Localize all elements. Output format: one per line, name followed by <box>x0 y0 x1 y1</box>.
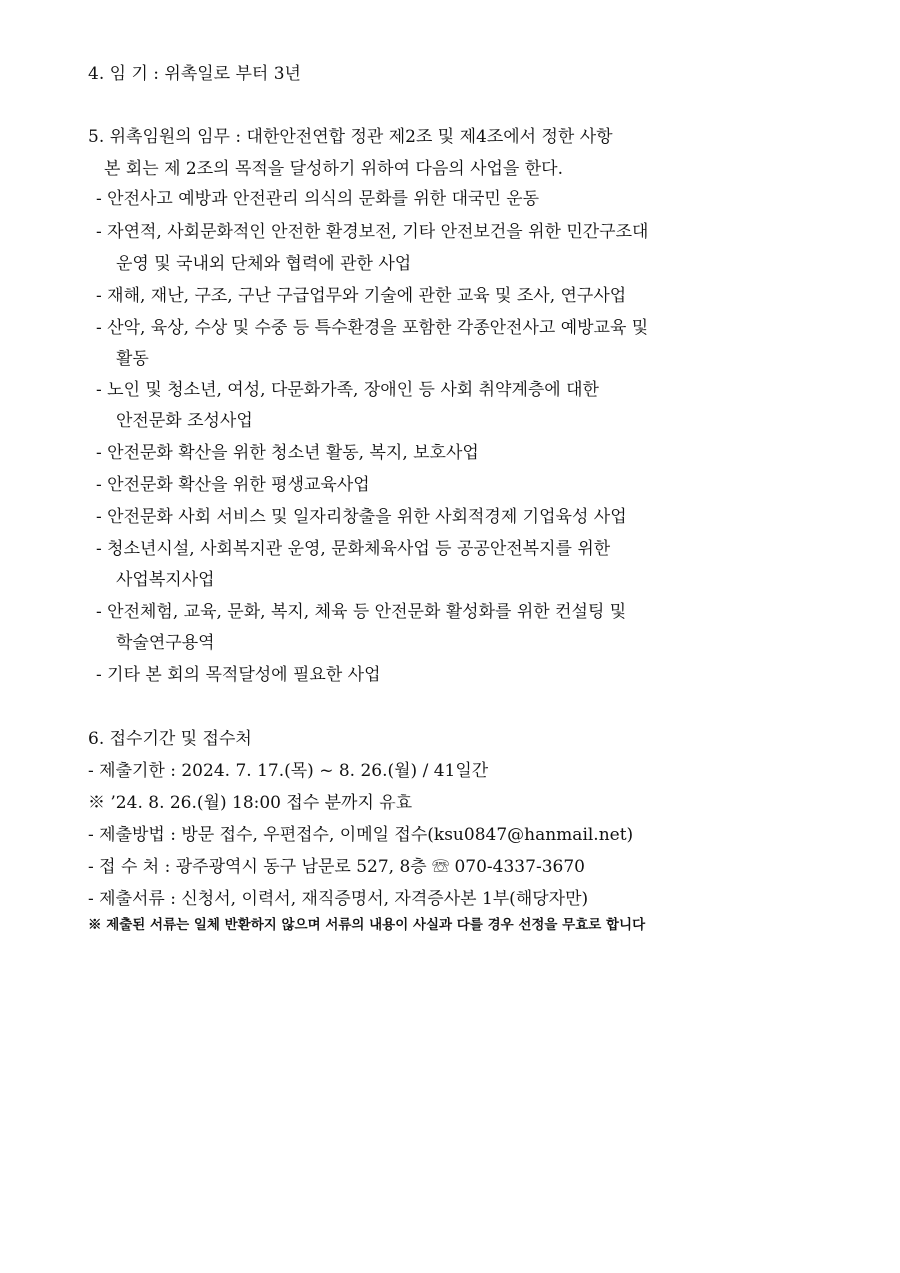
submission-documents: - 제출서류 : 신청서, 이력서, 재직증명서, 자격증사본 1부(해당자만) <box>88 889 589 909</box>
list-item: - 재해, 재난, 구조, 구난 구급업무와 기술에 관한 교육 및 조사, 연구사업 <box>96 286 627 306</box>
list-item-continued: 활동 <box>116 349 149 369</box>
list-item: - 안전체험, 교육, 문화, 복지, 체육 등 안전문화 활성화를 위한 컨설팅 및 <box>96 602 627 622</box>
list-item: - 산악, 육상, 수상 및 수중 등 특수환경을 포함한 각종안전사고 예방교육 및 <box>96 318 649 338</box>
duties-heading: 5. 위촉임원의 임무 : 대한안전연합 정관 제2조 및 제4조에서 정한 사항 <box>88 127 613 147</box>
list-item-continued: 사업복지사업 <box>116 570 215 590</box>
submission-place: - 접 수 처 : 광주광역시 동구 남문로 527, 8층 ☏ 070-4337-3670 <box>88 857 585 877</box>
warning-note: ※ 제출된 서류는 일체 반환하지 않으며 서류의 내용이 사실과 다를 경우 선정을 무효로 합니다 <box>88 917 646 933</box>
list-item-continued: 안전문화 조성사업 <box>116 411 253 431</box>
list-item: - 기타 본 회의 목적달성에 필요한 사업 <box>96 665 381 685</box>
list-item: - 안전문화 사회 서비스 및 일자리창출을 위한 사회적경제 기업육성 사업 <box>96 507 627 527</box>
submission-method: - 제출방법 : 방문 접수, 우편접수, 이메일 접수(ksu0847@hanmail.net) <box>88 825 634 845</box>
list-item-continued: 운영 및 국내외 단체와 협력에 관한 사업 <box>116 254 412 274</box>
deadline-note: ※ ’24. 8. 26.(월) 18:00 접수 분까지 유효 <box>88 793 413 813</box>
duties-intro: 본 회는 제 2조의 목적을 달성하기 위하여 다음의 사업을 한다. <box>104 159 563 179</box>
submission-heading: 6. 접수기간 및 접수처 <box>88 729 252 749</box>
term-line: 4. 임 기 : 위촉일로 부터 3년 <box>88 64 301 84</box>
list-item: - 안전사고 예방과 안전관리 의식의 문화를 위한 대국민 운동 <box>96 189 540 209</box>
list-item-continued: 학술연구용역 <box>116 633 215 653</box>
list-item: - 안전문화 확산을 위한 평생교육사업 <box>96 475 370 495</box>
submission-deadline: - 제출기한 : 2024. 7. 17.(목) ~ 8. 26.(월) / 41일간 <box>88 761 489 781</box>
list-item: - 노인 및 청소년, 여성, 다문화가족, 장애인 등 사회 취약계층에 대한 <box>96 380 599 400</box>
list-item: - 청소년시설, 사회복지관 운영, 문화체육사업 등 공공안전복지를 위한 <box>96 539 611 559</box>
list-item: - 안전문화 확산을 위한 청소년 활동, 복지, 보호사업 <box>96 443 479 463</box>
list-item: - 자연적, 사회문화적인 안전한 환경보전, 기타 안전보건을 위한 민간구조대 <box>96 222 649 242</box>
